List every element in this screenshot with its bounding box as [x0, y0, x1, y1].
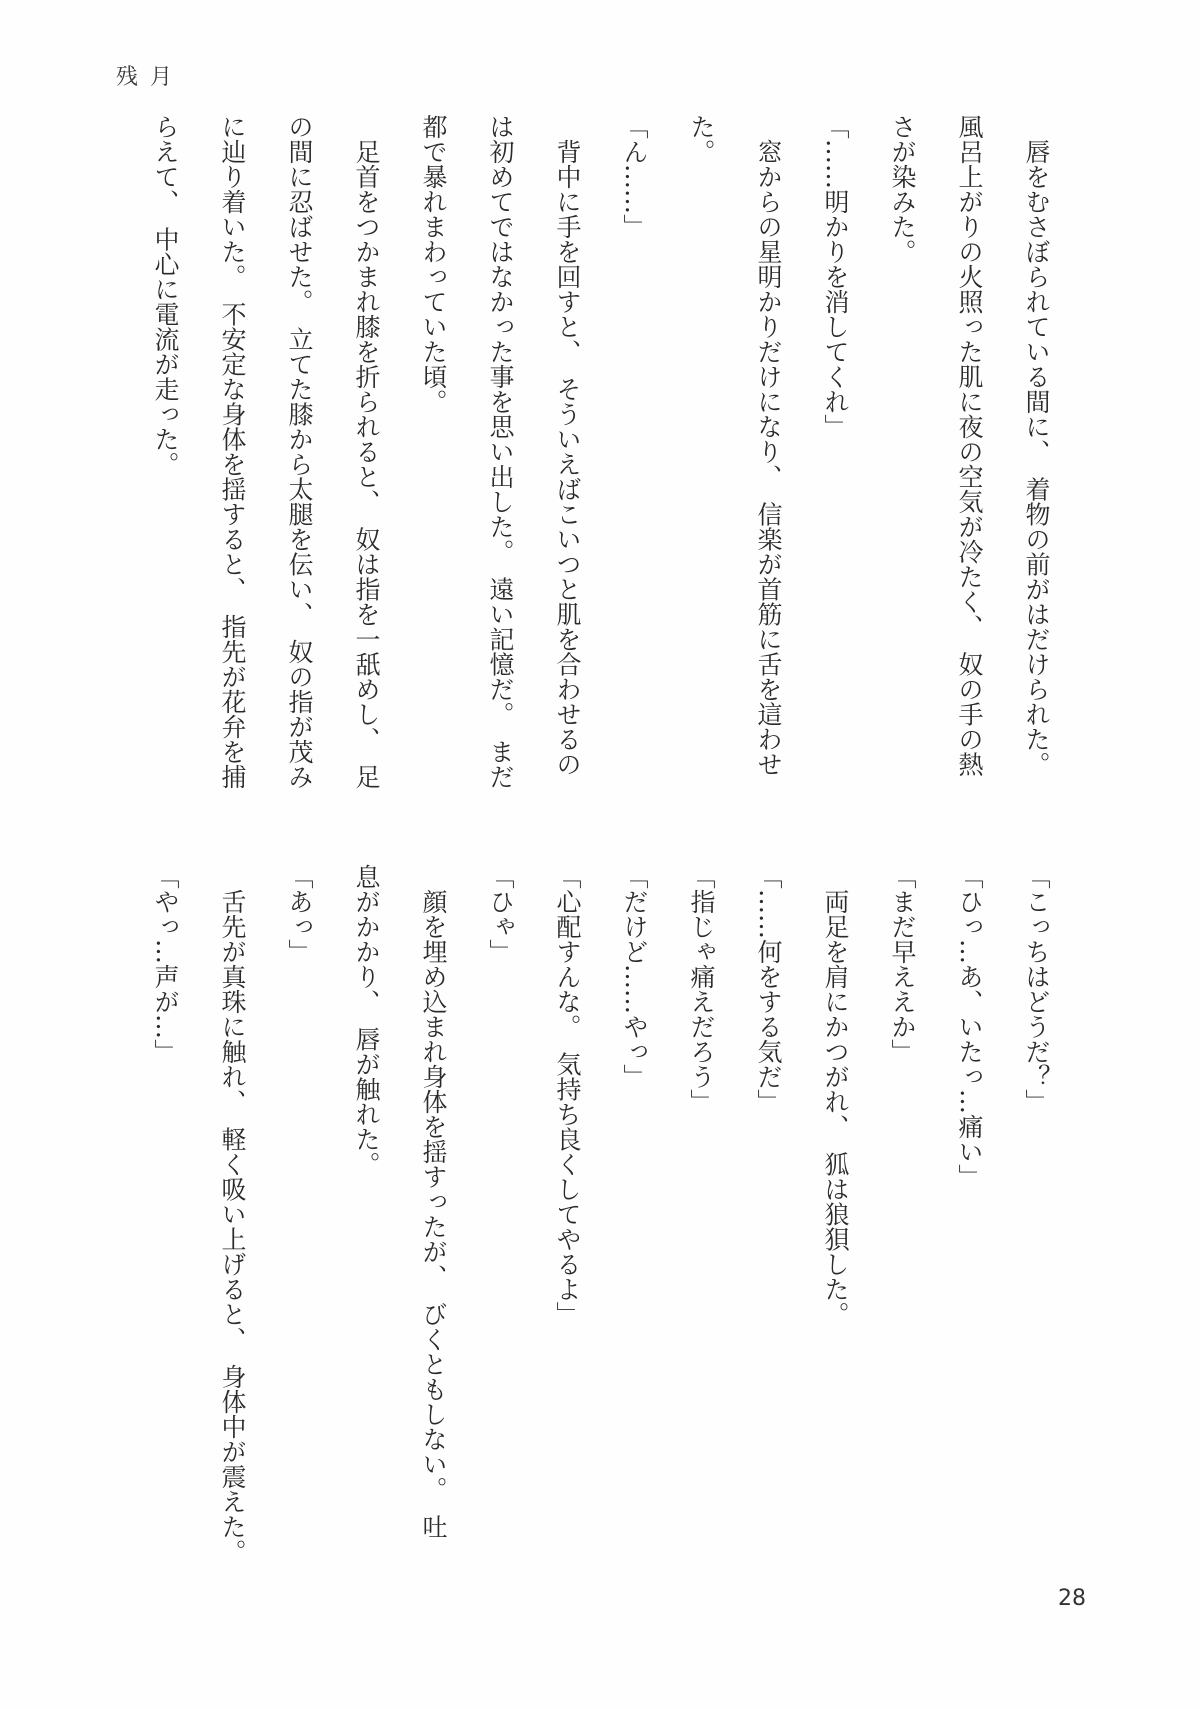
- text-line: 「あっ」: [285, 864, 314, 964]
- text-line: 息がかかり、 唇が触れた。: [352, 864, 381, 1177]
- text-line: の間に忍ばせた。 立てた膝から太腿を伝い、 奴の指が茂み: [285, 114, 314, 789]
- text-block-top: [132, 114, 1070, 879]
- text-line: は初めてではなかった事を思い出した。 遠い記憶だ。 まだ: [486, 114, 515, 789]
- text-block-bottom: [132, 864, 1070, 1639]
- text-line: 都で暴れまわっていた頃。: [419, 114, 448, 414]
- text-line: 風呂上がりの火照った肌に夜の空気が冷たく、 奴の手の熱: [955, 114, 984, 777]
- text-line: 「やっ…声が…」: [151, 864, 180, 1064]
- text-line: 「……何をする気だ」: [754, 864, 783, 1114]
- text-line: に辿り着いた。 不安定な身体を揺すると、 指先が花弁を捕: [218, 114, 247, 789]
- text-line: 「ひゃ」: [486, 864, 515, 964]
- page-number: 28: [1058, 1586, 1086, 1611]
- text-line: 「こっちはどうだ？」: [1022, 864, 1051, 1114]
- text-line: らえて、 中心に電流が走った。: [151, 114, 180, 477]
- text-line: た。: [687, 114, 716, 164]
- page-title: 残月: [116, 65, 185, 90]
- text-line: 「指じゃ痛えだろう」: [687, 864, 716, 1114]
- text-line: 唇をむさぼられている間に、 着物の前がはだけられた。: [1022, 139, 1051, 777]
- text-line: 「……明かりを消してくれ」: [821, 114, 850, 439]
- text-line: 背中に手を回すと、 そういえばこいつと肌を合わせるの: [553, 139, 582, 777]
- text-line: 両足を肩にかつがれ、 狐は狼狽した。: [821, 889, 850, 1327]
- text-line: 「ん……」: [620, 114, 649, 239]
- text-line: 「ひっ…あ、いたっ…痛い」: [955, 864, 984, 1189]
- text-line: 舌先が真珠に触れ、 軽く吸い上げると、 身体中が震えた。: [218, 889, 247, 1564]
- text-line: 「まだ早ええか」: [888, 864, 917, 1064]
- text-line: 足首をつかまれ膝を折られると、 奴は指を一舐めし、 足: [352, 139, 381, 789]
- text-line: さが染みた。: [888, 114, 917, 264]
- text-line: 顔を埋め込まれ身体を揺すったが、 びくともしない。 吐: [419, 889, 448, 1539]
- text-line: 「心配すんな。 気持ち良くしてやるよ」: [553, 864, 582, 1327]
- text-line: 窓からの星明かりだけになり、 信楽が首筋に舌を這わせ: [754, 139, 783, 777]
- text-line: 「だけど……やっ」: [620, 864, 649, 1089]
